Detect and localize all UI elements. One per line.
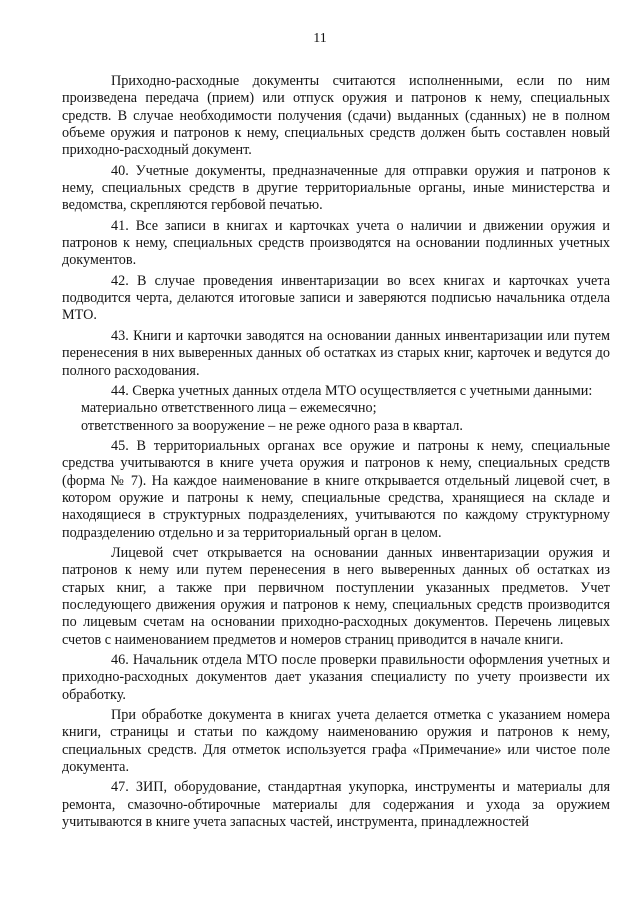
page-number: 11 xyxy=(313,31,327,46)
paragraph-47: 47. ЗИП, оборудование, стандартная укупорка, инструменты и материалы для ремонта, смазочно-обтирочные материалы для содержания и ухода за оружием учитываются в книге учета запасных частей, инструмента, принадлежностей xyxy=(62,779,610,831)
paragraph-40: 40. Учетные документы, предназначенные для отправки оружия и патронов к нему, специальных средств в другие территориальные органы, иные министерства и ведомства, скрепляются гербовой печатью. xyxy=(62,162,610,214)
paragraph-intro: Приходно-расходные документы считаются исполненными, если по ним произведена передача (прием) или отпуск оружия и патронов к нему, специальных средств. В случае необходимости получения (сдачи) выданных (сданных) не в полном объеме оружия и патронов к нему, специальных средств должен быть составлен новый приходно-расходный документ. xyxy=(62,73,610,159)
paragraph-45: 45. В территориальных органах все оружие и патроны к нему, специальные средства учитываются в книге учета оружия и патронов к нему, специальных средств (форма № 7). На каждое наименование в книге открывается отдельный лицевой счет, в котором оружие и патроны к нему, специальные средства, хранящиеся на складе и находящиеся в структурных подразделениях, учитываются по каждому структурному подразделению отдельно и за территориальный орган в целом. xyxy=(62,437,610,541)
paragraph-46-processing: При обработке документа в книгах учета делается отметка с указанием номера книги, страницы и статьи по каждому наименованию оружия и патронов к нему, специальных средств. Для отметок используется графа «Примечание» или чистое поле документа. xyxy=(62,707,610,776)
paragraph-46: 46. Начальник отдела МТО после проверки правильности оформления учетных и приходно-расходных документов дает указания специалисту по учету произвести их обработку. xyxy=(62,652,610,703)
paragraph-43: 43. Книги и карточки заводятся на основании данных инвентаризации или путем перенесения в них выверенных данных об остатках из старых книг, карточек и ведутся до полного расходования. xyxy=(62,327,610,379)
paragraph-45-personal-account: Лицевой счет открывается на основании данных инвентаризации оружия и патронов к нему или путем перенесения в него выверенных данных об остатках из старых книг, а также при первичном поступлении указанных предметов. Учет последующего движения оружия и патронов к нему, специальных средств производится по лицевым счетам на основании приходно-расходных документов. Перечень лицевых счетов с наименованием предметов и номеров страниц приводится в начале книги. xyxy=(62,544,610,648)
paragraph-44-item-monthly: материально ответственного лица – ежемесячно; xyxy=(81,400,377,417)
paragraph-44-item-quarterly: ответственного за вооружение – не реже одного раза в квартал. xyxy=(81,417,463,434)
paragraph-44: 44. Сверка учетных данных отдела МТО осуществляется с учетными данными: xyxy=(111,382,593,399)
document-body xyxy=(62,73,610,831)
paragraph-41: 41. Все записи в книгах и карточках учета о наличии и движении оружия и патронов к нему, специальных средств производятся на основании подлинных учетных документов. xyxy=(62,217,610,269)
paragraph-42: 42. В случае проведения инвентаризации во всех книгах и карточках учета подводится черта, делаются итоговые записи и заверяются подписью начальника отдела МТО. xyxy=(62,272,610,324)
